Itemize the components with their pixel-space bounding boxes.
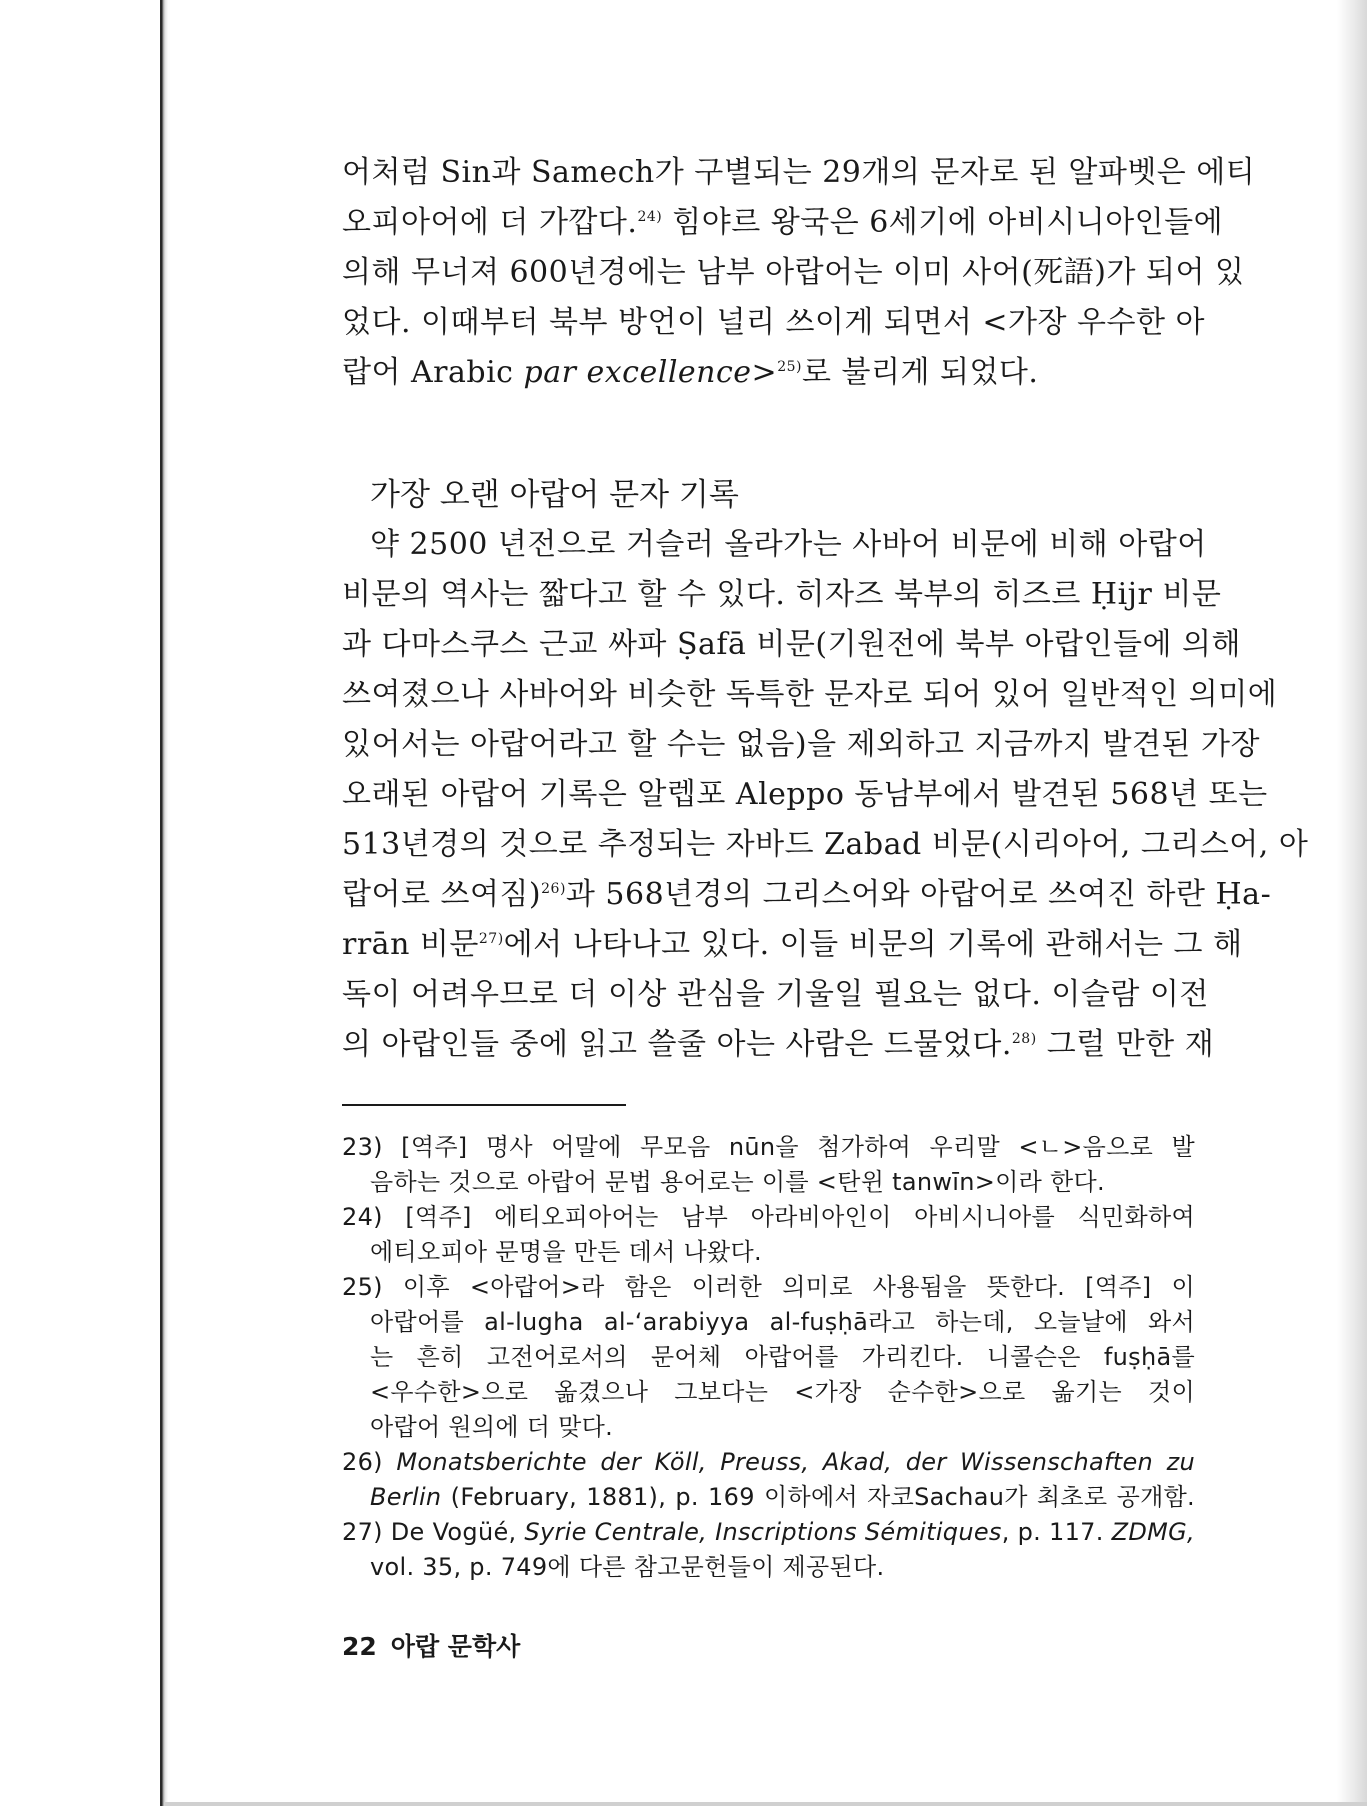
text-line — [342, 1020, 1215, 1070]
footnote-23-cont: 음하는 것으로 아랍어 문법 용어로는 이를 <탄윈 tanwīn>이라 한다. — [370, 1168, 1105, 1196]
text-span: 27) De Vogüé, — [342, 1518, 525, 1546]
footnote-ref-24: 24) — [637, 209, 663, 225]
page-edge-shadow — [1337, 0, 1367, 1806]
text-span: 에서 나타나고 있다. 이들 비문의 기록에 관해서는 그 해 — [503, 927, 1243, 962]
page-bottom-edge — [165, 1802, 1367, 1806]
text-span: 오래된 아랍어 기록은 알렙포 Aleppo 동남부에서 발견된 568년 또는 — [342, 777, 1268, 812]
page-footer — [342, 1627, 520, 1663]
text-span: (February, 1881), p. 169 이하에서 자코Sachau가 최초로 공개함. — [441, 1483, 1195, 1511]
text-span: , p. 117. — [1001, 1518, 1112, 1546]
italic-title: Monatsberichte der Köll, Preuss, Akad, der Wissenschaften zu — [396, 1448, 1195, 1476]
text-span: 의 아랍인들 중에 읽고 쓸줄 아는 사람은 드물었다. — [342, 1027, 1012, 1062]
footnote-26-cont — [342, 1480, 1195, 1515]
footnotes — [342, 1130, 1195, 1585]
text-span: 약 2500 년전으로 거슬러 올라가는 사바어 비문에 비해 아랍어 — [370, 527, 1207, 562]
italic-title: ZDMG, — [1111, 1518, 1195, 1546]
footnote-ref-25: 25) — [777, 359, 802, 375]
text-line — [342, 248, 1245, 298]
text-span: 었다. 이때부터 북부 방언이 널리 쓰이게 되면서 <가장 우수한 아 — [342, 305, 1205, 340]
text-span: 로 불리게 되었다. — [801, 355, 1039, 390]
italic-title: Syrie Centrale, Inscriptions Sémitiques — [524, 1518, 1002, 1546]
book-title: 아랍 문학사 — [390, 1632, 521, 1661]
footnote-ref-28: 28) — [1011, 1031, 1037, 1047]
text-line — [342, 570, 1222, 620]
text-line — [342, 920, 1243, 970]
footnote-27-cont: vol. 35, p. 749에 다른 참고문헌들이 제공된다. — [370, 1553, 885, 1581]
text-line — [342, 770, 1268, 820]
text-span: 독이 어려우므로 더 이상 관심을 기울일 필요는 없다. 이슬람 이전 — [342, 977, 1209, 1012]
footnote-23: 23) [역주] 명사 어말에 무모음 nūn을 첨가하여 우리말 <ㄴ>음으로 발 — [342, 1133, 1195, 1161]
text-line — [342, 820, 1309, 870]
body-paragraph-2 — [342, 520, 1309, 1070]
footnote-ref-27: 27) — [478, 931, 504, 947]
text-span: 쓰여졌으나 사바어와 비슷한 독특한 문자로 되어 있어 일반적인 의미에 — [342, 677, 1278, 712]
text-span: 513년경의 것으로 추정되는 자바드 Zabad 비문(시리아어, 그리스어, 아 — [342, 827, 1309, 862]
text-span: 26) — [342, 1448, 397, 1476]
section-heading: 가장 오랜 아랍어 문자 기록 — [370, 477, 739, 513]
text-span: 힘야르 왕국은 6세기에 아비시니아인들에 — [662, 205, 1224, 240]
text-line — [342, 298, 1205, 348]
footnote-26 — [342, 1445, 1195, 1480]
footnote-25-cont: 는 흔히 고전어로서의 문어체 아랍어를 가리킨다. 니콜슨은 fuṣḥā를 — [370, 1343, 1195, 1371]
text-span: 있어서는 아랍어라고 할 수는 없음)을 제외하고 지금까지 발견된 가장 — [342, 727, 1260, 762]
book-spine — [160, 0, 168, 1806]
text-span: 오피아어에 더 가깝다. — [342, 205, 638, 240]
footnote-25: 25) 이후 <아랍어>라 함은 이러한 의미로 사용됨을 뜻한다. [역주] 이 — [342, 1273, 1195, 1301]
page-number: 22 — [342, 1632, 377, 1661]
text-line — [342, 520, 1207, 570]
footnote-25-cont: 아랍어 원의에 더 맞다. — [370, 1413, 614, 1441]
text-span: 랍어 Arabic — [342, 355, 524, 390]
text-span: 그럴 만한 재 — [1036, 1027, 1215, 1062]
footnote-divider — [342, 1104, 626, 1106]
text-line — [342, 720, 1260, 770]
text-line — [342, 148, 1256, 198]
text-line — [342, 620, 1241, 670]
text-span: rrān 비문 — [342, 927, 479, 962]
text-line — [342, 870, 1272, 920]
text-line — [342, 970, 1209, 1020]
footnote-25-cont: <우수한>으로 옮겼으나 그보다는 <가장 순수한>으로 옮기는 것이 — [370, 1378, 1195, 1406]
text-span: 과 568년경의 그리스어와 아랍어로 쓰여진 하란 Ḥa- — [565, 877, 1272, 912]
body-paragraph-1 — [342, 148, 1256, 398]
text-span: 비문의 역사는 짧다고 할 수 있다. 히자즈 북부의 히즈르 Ḥijr 비문 — [342, 577, 1222, 612]
text-line — [342, 670, 1278, 720]
footnote-24: 24) [역주] 에티오피아어는 남부 아라비아인이 아비시니아를 식민화하여 — [342, 1203, 1195, 1231]
text-span: > — [751, 355, 778, 390]
italic-title: Berlin — [370, 1483, 442, 1511]
italic-term: par excellence — [523, 355, 752, 390]
footnote-ref-26: 26) — [541, 881, 566, 897]
page-content — [342, 148, 1309, 1585]
text-span: 어처럼 Sin과 Samech가 구별되는 29개의 문자로 된 알파벳은 에티 — [342, 155, 1256, 190]
footnote-24-cont: 에티오피아 문명을 만든 데서 나왔다. — [370, 1238, 762, 1266]
text-span: 과 다마스쿠스 근교 싸파 Ṣafā 비문(기원전에 북부 아랍인들에 의해 — [342, 627, 1241, 662]
text-line — [342, 348, 1195, 398]
text-span: 의해 무너져 600년경에는 남부 아랍어는 이미 사어(死語)가 되어 있 — [342, 255, 1245, 290]
text-line — [342, 198, 1224, 248]
footnote-27 — [342, 1515, 1195, 1550]
text-span: 랍어로 쓰여짐) — [342, 877, 542, 912]
footnote-25-cont: 아랍어를 al-lugha al-‘arabiyya al-fuṣḥā라고 하는데, 오늘날에 와서 — [370, 1308, 1195, 1336]
